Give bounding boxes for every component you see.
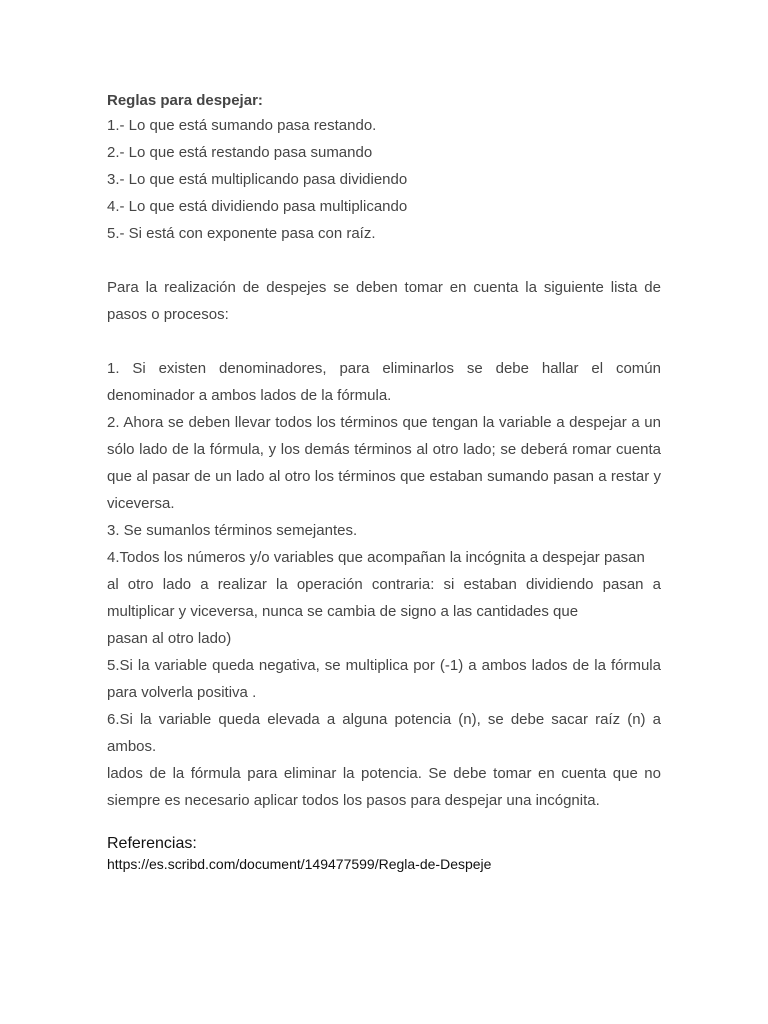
- rules-heading: Reglas para despejar:: [107, 92, 263, 109]
- step-6-line-3: lados de la fórmula para eliminar la potencia. Se debe tomar en cuenta que no: [107, 765, 661, 782]
- step-4-line-1: 4.Todos los números y/o variables que acompañan la incógnita a despejar pasan: [107, 549, 645, 566]
- step-5-line-1: 5.Si la variable queda negativa, se multiplica por (-1) a ambos lados de la fórmula: [107, 657, 661, 674]
- step-1-line-2: denominador a ambos lados de la fórmula.: [107, 387, 392, 404]
- step-4-line-3: multiplicar y viceversa, nunca se cambia de signo a las cantidades que: [107, 603, 579, 620]
- step-4-line-2: al otro lado a realizar la operación contraria: si estaban dividiendo pasan a: [107, 576, 661, 593]
- step-4-line-4: pasan al otro lado): [107, 630, 232, 647]
- step-6-line-4: siempre es necesario aplicar todos los pasos para despejar una incógnita.: [107, 792, 600, 809]
- step-2-line-4: viceversa.: [107, 495, 175, 512]
- rule-item-1: 1.- Lo que está sumando pasa restando.: [107, 117, 377, 134]
- step-6-line-1: 6.Si la variable queda elevada a alguna potencia (n), se debe sacar raíz (n) a: [107, 711, 661, 728]
- rule-item-3: 3.- Lo que está multiplicando pasa dividiendo: [107, 171, 408, 188]
- rule-item-4: 4.- Lo que está dividiendo pasa multiplicando: [107, 198, 408, 215]
- step-6-line-2: ambos.: [107, 738, 157, 755]
- step-3-line-1: 3. Se sumanlos términos semejantes.: [107, 522, 358, 539]
- step-5-line-2: para volverla positiva .: [107, 684, 257, 701]
- rule-item-2: 2.- Lo que está restando pasa sumando: [107, 144, 373, 161]
- intro-line-1: Para la realización de despejes se deben tomar en cuenta la siguiente lista de: [107, 279, 661, 296]
- step-2-line-1: 2. Ahora se deben llevar todos los términos que tengan la variable a despejar a un: [107, 414, 661, 431]
- step-2-line-3: que al pasar de un lado al otro los términos que estaban sumando pasan a restar y: [107, 468, 661, 485]
- intro-line-2: pasos o procesos:: [107, 306, 229, 323]
- references-section: [107, 834, 661, 874]
- rules-section: [107, 90, 661, 247]
- references-heading: Referencias:: [107, 835, 197, 852]
- document-page: [107, 90, 661, 874]
- step-1-line-1: 1. Si existen denominadores, para eliminarlos se debe hallar el común: [107, 360, 661, 377]
- intro-paragraph: [107, 274, 661, 328]
- steps-list: [107, 355, 661, 814]
- step-2-line-2: sólo lado de la fórmula, y los demás términos al otro lado; se deberá romar cuenta: [107, 441, 661, 458]
- reference-link[interactable]: https://es.scribd.com/document/149477599/Regla-de-Despeje: [107, 856, 492, 872]
- rule-item-5: 5.- Si está con exponente pasa con raíz.: [107, 225, 376, 242]
